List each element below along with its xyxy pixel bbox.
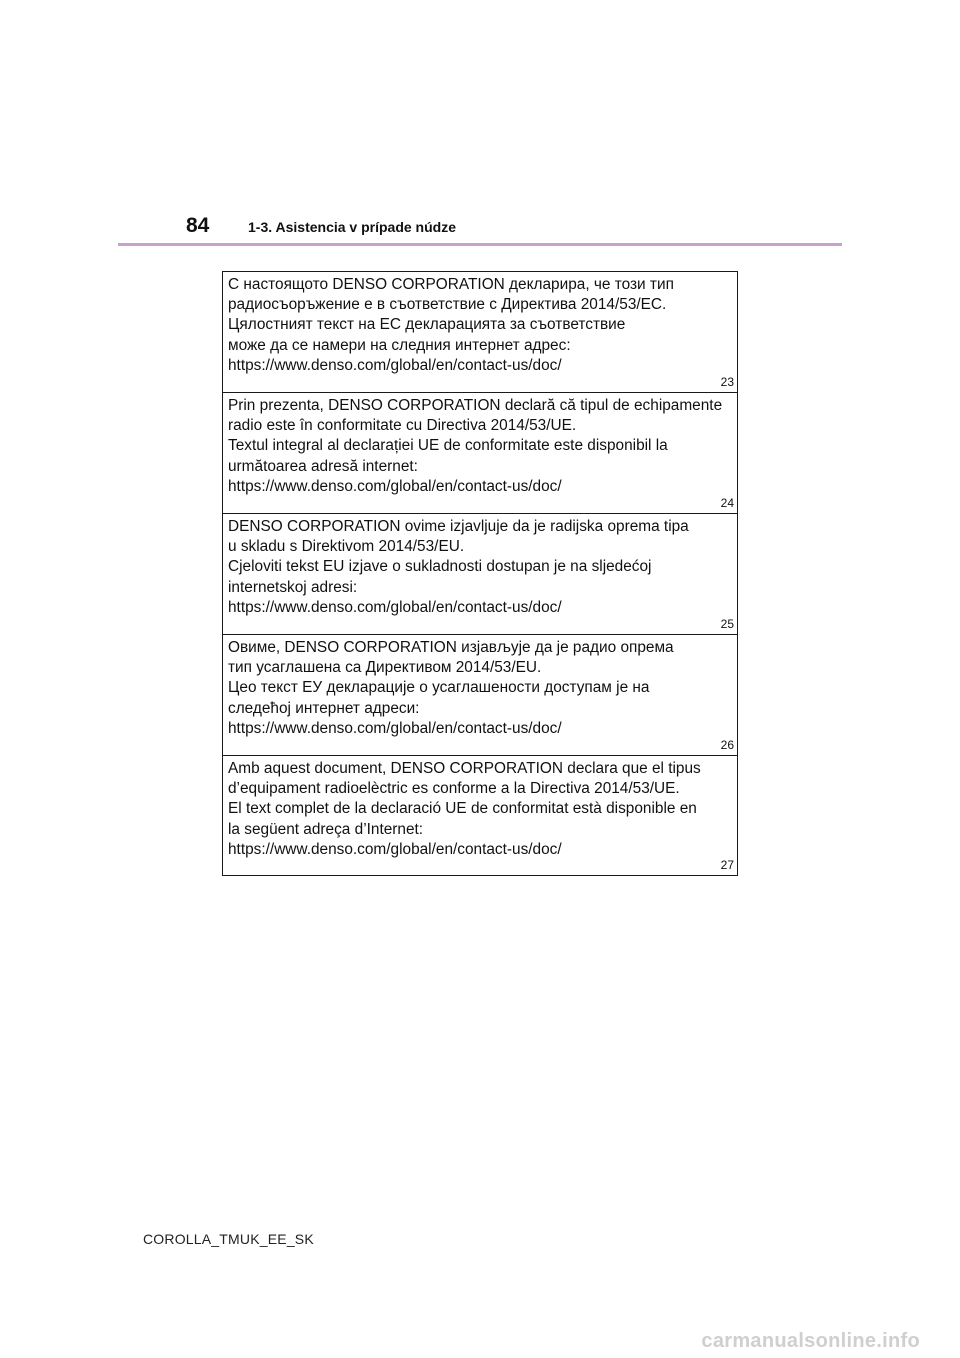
declaration-line: тип усаглашена са Директивом 2014/53/EU. xyxy=(228,659,542,677)
declaration-line: următoarea adresă internet: xyxy=(228,457,418,475)
declaration-line: DENSO CORPORATION ovime izjavljuje da je radijska oprema tipa xyxy=(228,518,689,535)
section-title: 1-3. Asistencia v prípade núdze xyxy=(248,219,456,235)
declaration-line: la següent adreça d’Internet: xyxy=(228,820,424,838)
declaration-line: radio este în conformitate cu Directiva 2014/53/UE. xyxy=(228,417,577,435)
block-number: 23 xyxy=(720,375,734,389)
declaration-line: Prin prezenta, DENSO CORPORATION declară că tipul de echipamente xyxy=(228,397,723,414)
declaration-line: Овиме, DENSO CORPORATION изјављује да је радио опрема xyxy=(228,639,674,656)
declaration-url: https://www.denso.com/global/en/contact-us/doc/ xyxy=(228,598,562,616)
page-header xyxy=(0,0,960,250)
declaration-line: Textul integral al declarației UE de conformitate este disponibil la xyxy=(228,437,668,455)
block-number: 24 xyxy=(720,496,734,510)
declaration-line: радиосъоръжение е в съответствие с Директива 2014/53/ЕС. xyxy=(228,296,667,314)
declaration-line: следећој интернет адреси: xyxy=(228,699,420,717)
declaration-line: Cjeloviti tekst EU izjave o sukladnosti dostupan je na sljedećoj xyxy=(228,558,652,576)
block-number: 25 xyxy=(720,617,734,631)
declaration-line: С настоящото DENSO CORPORATION декларира, че този тип xyxy=(228,276,674,293)
declaration-block-catalan xyxy=(223,756,737,875)
declaration-line: u skladu s Direktivom 2014/53/EU. xyxy=(228,538,465,556)
declaration-url: https://www.denso.com/global/en/contact-us/doc/ xyxy=(228,719,562,737)
declaration-block-croatian xyxy=(223,514,737,635)
block-number: 27 xyxy=(720,858,734,872)
declaration-block-romanian xyxy=(223,393,737,514)
block-number: 26 xyxy=(720,738,734,752)
declaration-url: https://www.denso.com/global/en/contact-us/doc/ xyxy=(228,840,562,858)
page-number: 84 xyxy=(186,214,210,237)
declaration-url: https://www.denso.com/global/en/contact-us/doc/ xyxy=(228,477,562,495)
declaration-line: Цялостният текст на ЕС декларацията за съответствие xyxy=(228,316,626,334)
declaration-line: El text complet de la declaració UE de conformitat està disponible en xyxy=(228,800,697,818)
declaration-url: https://www.denso.com/global/en/contact-us/doc/ xyxy=(228,356,562,374)
header-rule xyxy=(118,243,842,246)
declaration-block-serbian xyxy=(223,635,737,756)
declaration-line: internetskoj adresi: xyxy=(228,578,358,596)
watermark: carmanualsonline.info xyxy=(701,1330,920,1352)
declaration-block-bulgarian xyxy=(223,272,737,393)
declaration-line: може да се намери на следния интернет адрес: xyxy=(228,336,571,354)
document-id: COROLLA_TMUK_EE_SK xyxy=(143,1231,314,1247)
declaration-line: d’equipament radioelèctric es conforme a la Directiva 2014/53/UE. xyxy=(228,780,680,798)
declaration-table xyxy=(222,271,738,876)
declaration-line: Amb aquest document, DENSO CORPORATION declara que el tipus xyxy=(228,760,701,777)
declaration-line: Цео текст ЕУ декларације о усаглашености доступам је на xyxy=(228,679,650,697)
